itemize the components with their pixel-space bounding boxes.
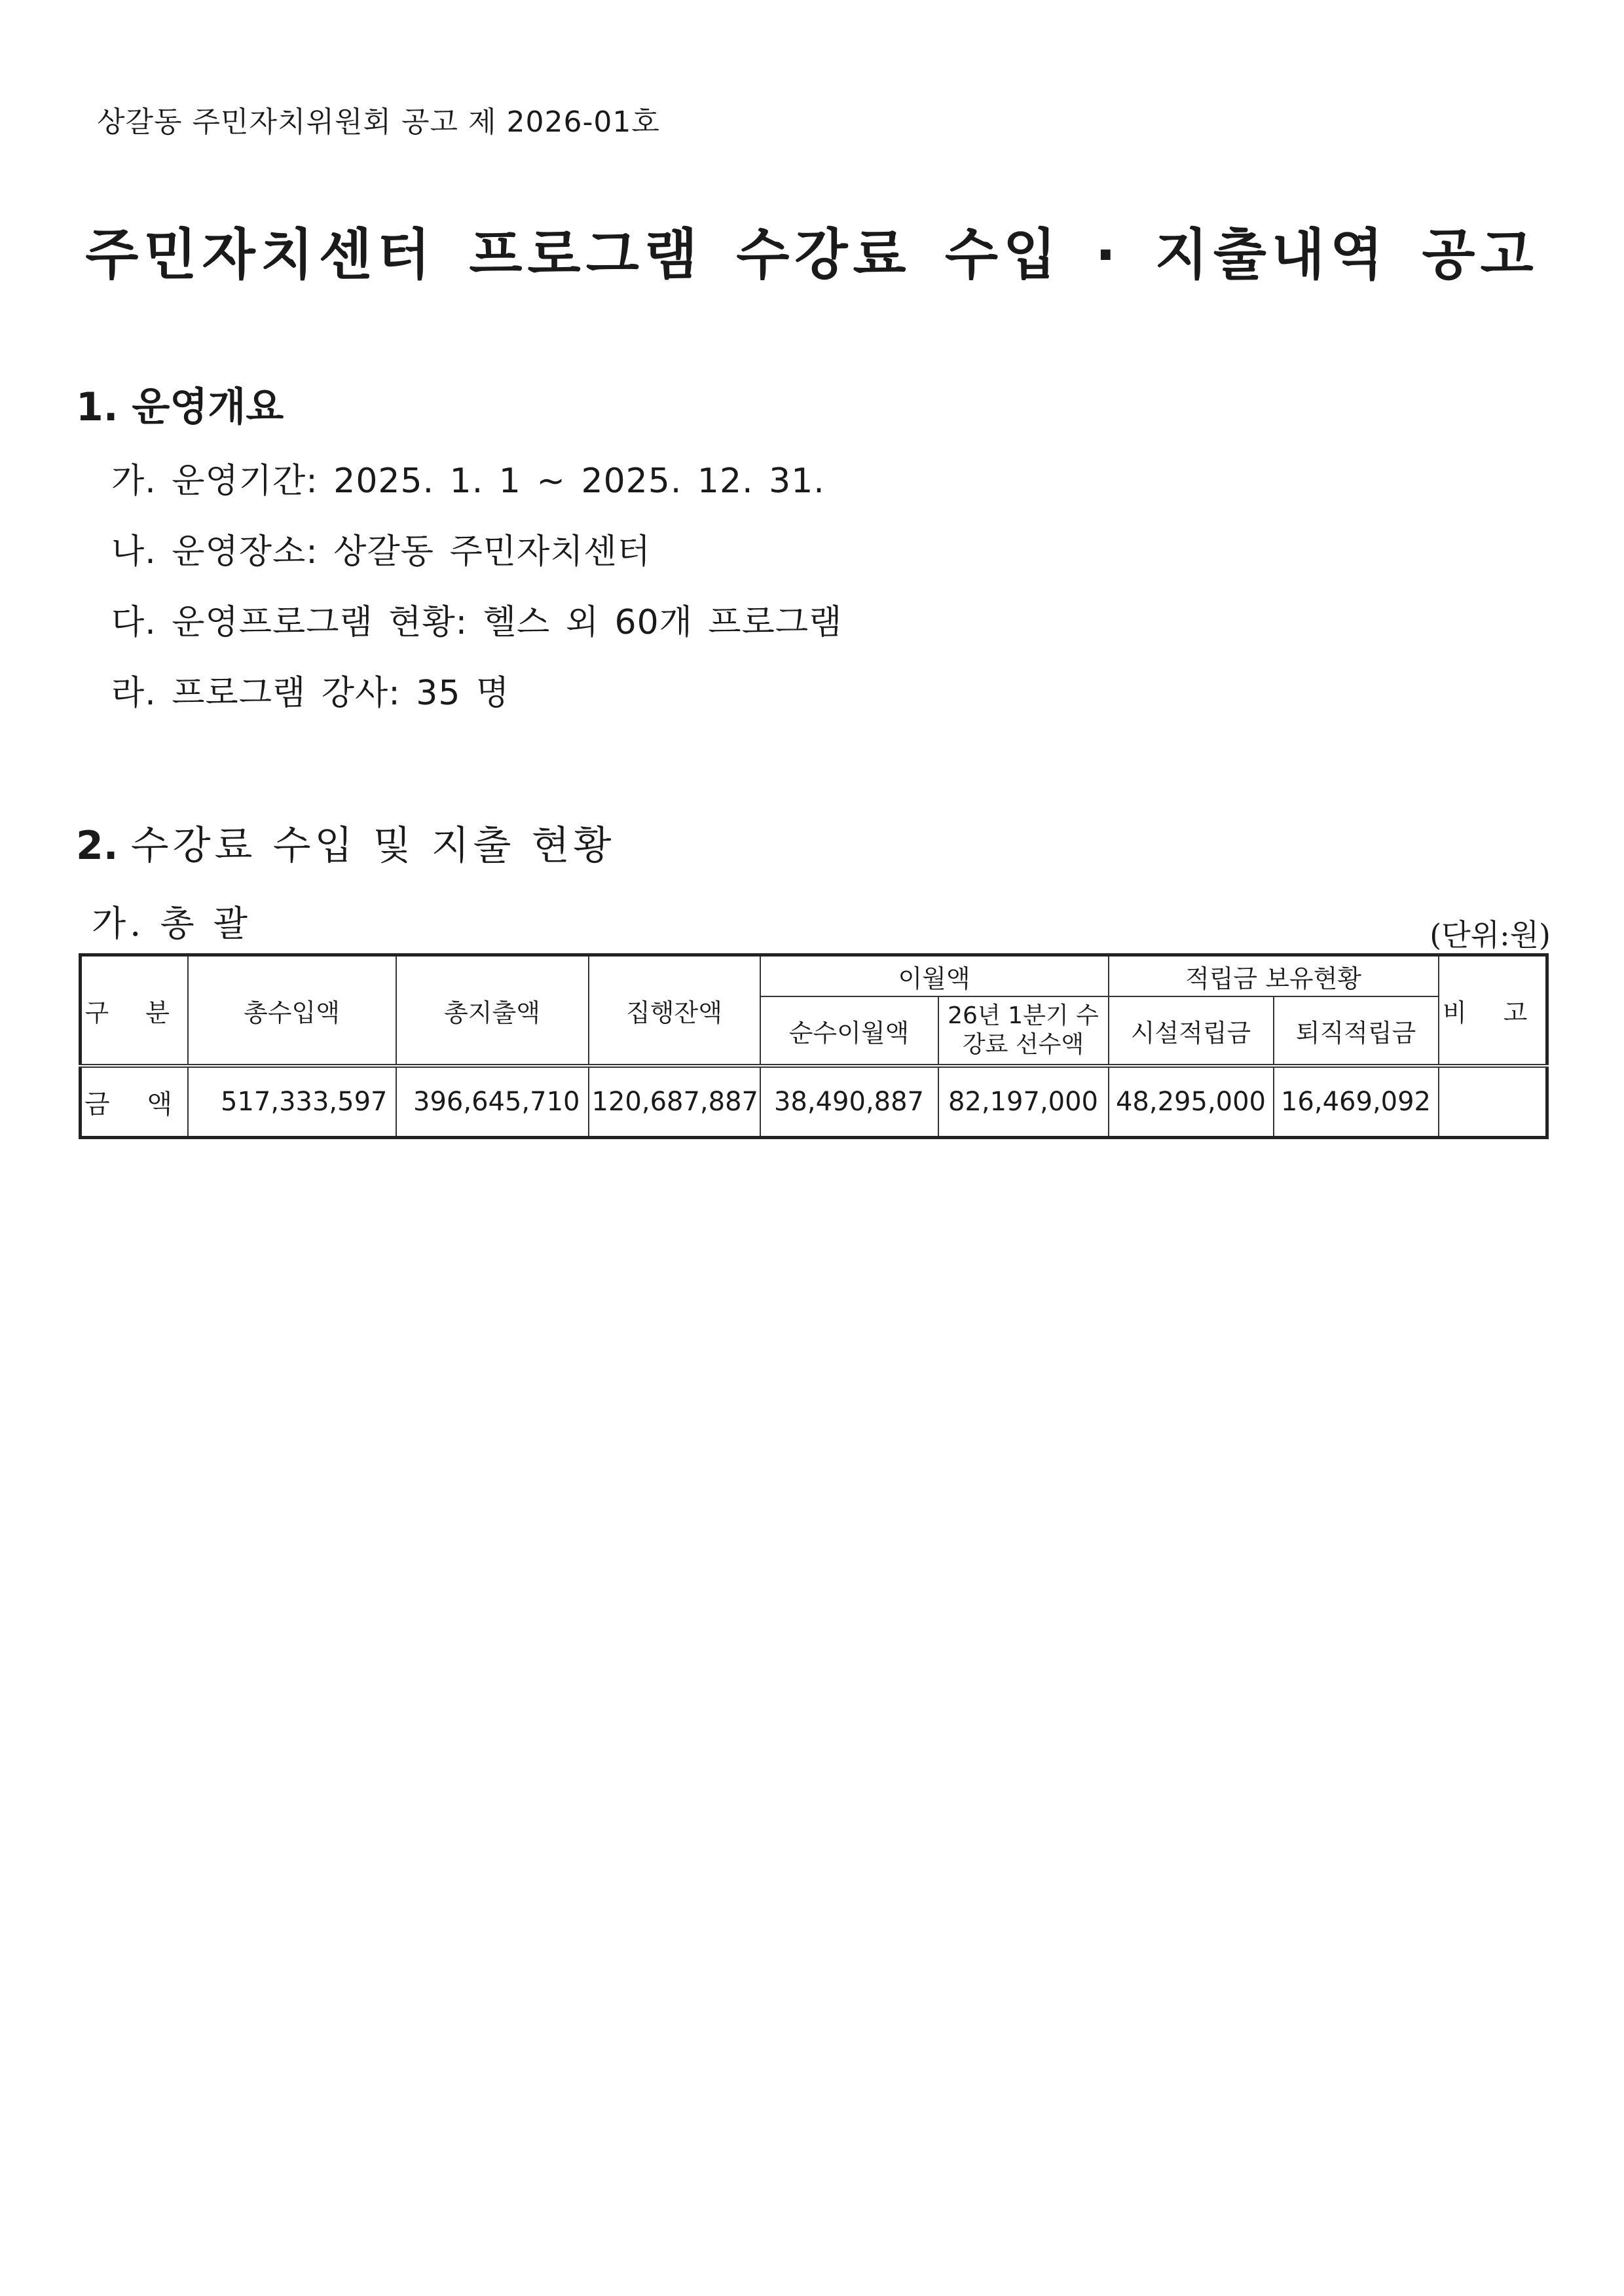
cell-facility-reserve: 48,295,000: [1109, 1066, 1274, 1138]
header-total-expense: 총지출액: [396, 955, 589, 1066]
row-label: 금 액: [81, 1066, 188, 1138]
unit-label: (단위:원): [1430, 917, 1551, 953]
cell-balance: 120,687,887: [589, 1066, 760, 1138]
section-2-number: 2.: [76, 823, 119, 869]
cell-retirement-reserve: 16,469,092: [1274, 1066, 1439, 1138]
overview-item-location: 나. 운영장소: 상갈동 주민자치센터: [111, 532, 651, 572]
summary-subheading: 가. 총 괄: [92, 903, 251, 944]
header-facility-reserve: 시설적립금: [1109, 996, 1274, 1066]
header-prepayment: 26년 1분기 수강료 선수액: [938, 996, 1109, 1066]
header-total-income: 총수입액: [188, 955, 396, 1066]
cell-net-carryover: 38,490,887: [760, 1066, 938, 1138]
header-net-carryover: 순수이월액: [760, 996, 938, 1066]
overview-item-period: 가. 운영기간: 2025. 1. 1 ~ 2025. 12. 31.: [111, 462, 825, 501]
header-carryover-group: 이월액: [760, 955, 1109, 997]
cell-prepayment: 82,197,000: [938, 1066, 1109, 1138]
overview-item-programs: 다. 운영프로그램 현황: 헬스 외 60개 프로그램: [111, 603, 843, 642]
header-remarks: 비 고: [1439, 955, 1547, 1066]
cell-total-expense: 396,645,710: [396, 1066, 589, 1138]
header-balance: 집행잔액: [589, 955, 760, 1066]
overview-item-instructors: 라. 프로그램 강사: 35 명: [111, 674, 510, 713]
table-row: [81, 1066, 1547, 1138]
summary-table: [79, 953, 1549, 1139]
cell-total-income: 517,333,597: [188, 1066, 396, 1138]
header-reserve-group: 적립금 보유현황: [1109, 955, 1439, 997]
header-category: 구 분: [81, 955, 188, 1066]
table-header-row: [81, 955, 1547, 997]
cell-remarks: [1439, 1066, 1547, 1138]
section-2-heading: [76, 814, 616, 871]
header-retirement-reserve: 퇴직적립금: [1274, 996, 1439, 1066]
section-2-title: 수강료 수입 및 지출 현황: [130, 823, 616, 869]
document-title: 주민자치센터 프로그램 수강료 수입 · 지출내역 공고: [85, 223, 1539, 287]
section-1-heading: 1. 운영개요: [76, 384, 284, 430]
notice-number: 상갈동 주민자치위원회 공고 제 2026-01호: [97, 105, 660, 139]
